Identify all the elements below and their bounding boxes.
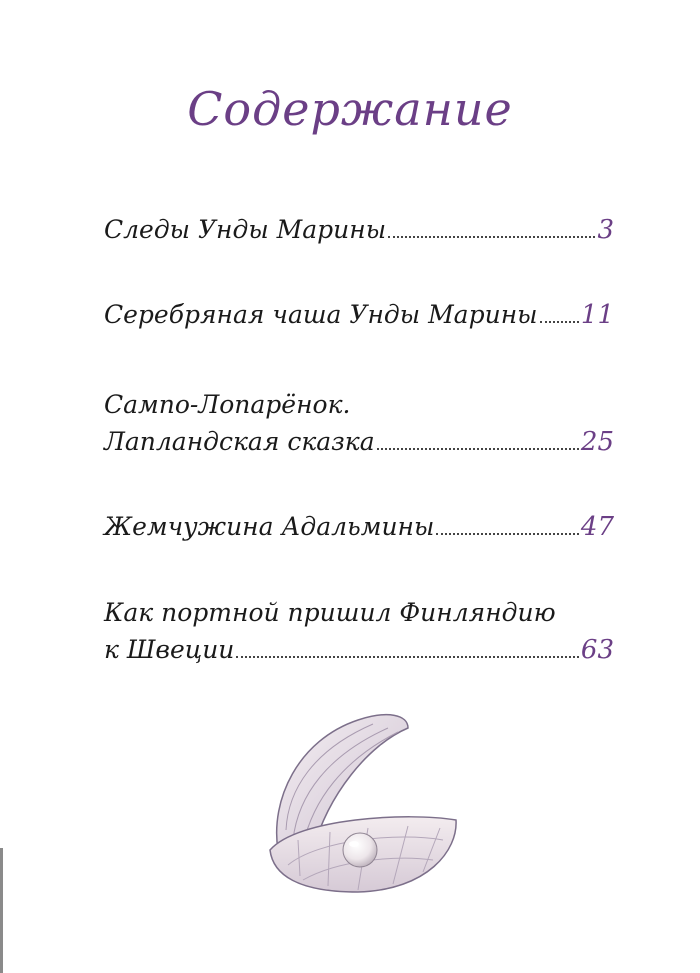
toc-entry[interactable]	[104, 215, 614, 245]
dot-leader	[236, 656, 579, 658]
toc-entry[interactable]	[104, 390, 614, 457]
dot-leader	[436, 533, 579, 535]
toc-entry-title-line: Как портной пришил Финляндию	[104, 598, 556, 627]
toc-entry-page: 63	[580, 635, 614, 665]
toc-entry[interactable]	[104, 300, 614, 330]
toc-entry-title-line: Сампо-Лопарёнок.	[104, 390, 351, 419]
dot-leader	[540, 321, 579, 323]
toc-entry-page: 25	[580, 427, 614, 457]
toc-entry-title: Жемчужина Адальмины	[104, 512, 435, 541]
page-edge-stripe	[0, 848, 3, 973]
toc-entry-page: 3	[597, 215, 614, 245]
toc-entry-title: Следы Унды Марины	[104, 215, 387, 244]
toc-entry-title-line: Лапландская сказка	[104, 427, 375, 456]
dot-leader	[377, 448, 579, 450]
page-title: Содержание	[187, 82, 513, 136]
pearl-shell-icon	[258, 700, 464, 896]
toc-entry[interactable]	[104, 512, 614, 542]
dot-leader	[388, 236, 595, 238]
toc-entry-page: 47	[580, 512, 614, 542]
toc-entry-page: 11	[580, 300, 614, 330]
toc-entry[interactable]	[104, 598, 614, 665]
toc-entry-title-line: к Швеции	[104, 635, 235, 664]
toc-entry-title: Серебряная чаша Унды Марины	[104, 300, 538, 329]
